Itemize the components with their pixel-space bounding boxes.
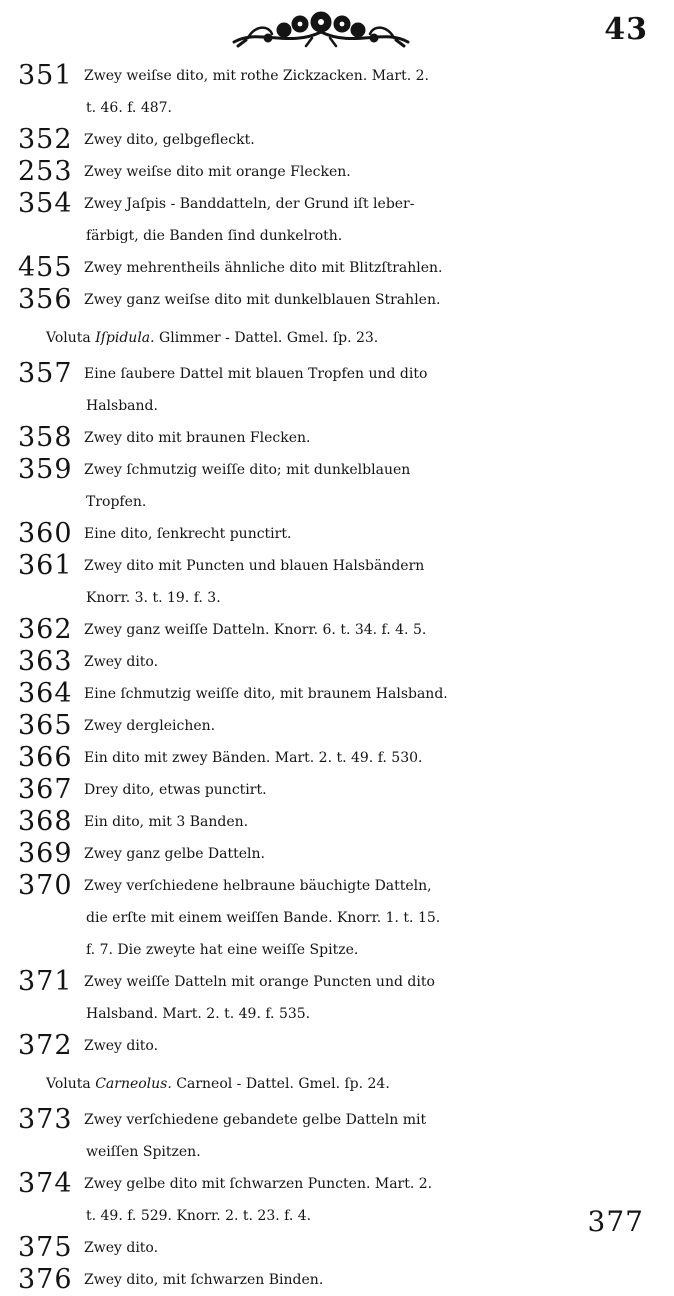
catalog-entry <box>0 614 674 646</box>
catalog-entry <box>0 124 674 156</box>
entry-text-line: t. 49. f. 529. Knorr. 2. t. 23. f. 4. <box>86 1208 312 1224</box>
entry-text-line: Halsband. <box>86 398 158 414</box>
entry-number: 358 <box>18 422 73 453</box>
entry-text-line: Zwey weiſse dito, mit rothe Zickzacken. Mart. 2. <box>84 68 429 84</box>
entry-text-line: Zwey dito. <box>84 1038 159 1054</box>
entry-text-line: Zwey dito mit braunen Flecken. <box>84 430 311 446</box>
entry-text-line: Zwey dito mit Puncten und blauen Halsbändern <box>84 558 425 574</box>
catalog-entry <box>0 188 674 252</box>
entry-text-line: Zwey dito. <box>84 1240 159 1256</box>
entry-number: 376 <box>18 1264 73 1295</box>
entry-text-line: Eine dito, ſenkrecht punctirt. <box>84 526 292 542</box>
catalog-entry <box>0 710 674 742</box>
catalog-entry <box>0 742 674 774</box>
entry-number: 374 <box>18 1168 73 1199</box>
catchword: 377 <box>587 1205 644 1238</box>
catalog-entry <box>0 252 674 284</box>
entry-text-line: Zwey ſchmutzig weiſſe dito; mit dunkelblauen <box>84 462 411 478</box>
catalog-entry <box>0 678 674 710</box>
entry-number: 361 <box>18 550 73 581</box>
entry-text-line: Ein dito, mit 3 Banden. <box>84 814 249 830</box>
genus-name: Voluta <box>46 1076 91 1092</box>
entry-number: 373 <box>18 1104 73 1135</box>
catalog-entry <box>0 358 674 422</box>
species-name: Carneolus. <box>95 1076 172 1092</box>
entry-text-line: Zwey dito, gelbgefleckt. <box>84 132 255 148</box>
entry-number: 352 <box>18 124 73 155</box>
catalog-entry <box>0 518 674 550</box>
entry-text-line: Zwey mehrentheils ähnliche dito mit Blitzſtrahlen. <box>84 260 443 276</box>
entry-text-line: Zwey verſchiedene helbraune bäuchigte Datteln, <box>84 878 432 894</box>
catalog-entry <box>0 966 674 1030</box>
entry-text-line: Zwey ganz weiſſe Datteln. Knorr. 6. t. 34. f. 4. 5. <box>84 622 427 638</box>
entry-text-line: färbigt, die Banden ſind dunkelroth. <box>86 228 343 244</box>
catalog-entry <box>0 60 674 124</box>
catalog-entry <box>0 1232 674 1264</box>
catalog-entry <box>0 774 674 806</box>
entry-number: 369 <box>18 838 73 869</box>
catalog-entry <box>0 422 674 454</box>
entry-number: 360 <box>18 518 73 549</box>
heading-rest: Glimmer - Dattel. Gmel. ſp. 23. <box>159 330 379 346</box>
entry-text-line: Zwey ganz gelbe Datteln. <box>84 846 265 862</box>
page-header <box>0 4 674 56</box>
entry-text-line: Zwey weiſſe Datteln mit orange Puncten und dito <box>84 974 435 990</box>
entry-number: 365 <box>18 710 73 741</box>
entry-number: 351 <box>18 60 73 91</box>
entry-text-line: Eine ſaubere Dattel mit blauen Tropfen und dito <box>84 366 428 382</box>
catalog-entry <box>0 646 674 678</box>
entry-number: 359 <box>18 454 73 485</box>
entry-number: 366 <box>18 742 73 773</box>
entry-text-line: Zwey dito, mit ſchwarzen Binden. <box>84 1272 324 1288</box>
entry-number: 354 <box>18 188 73 219</box>
entry-number: 375 <box>18 1232 73 1263</box>
entry-number: 372 <box>18 1030 73 1061</box>
catalog-entry <box>0 1168 674 1232</box>
entry-text-line: Drey dito, etwas punctirt. <box>84 782 267 798</box>
section-heading <box>46 316 674 358</box>
entry-text-line: Zwey gelbe dito mit ſchwarzen Puncten. Mart. 2. <box>84 1176 433 1192</box>
genus-name: Voluta <box>46 330 91 346</box>
entry-number: 455 <box>18 252 73 283</box>
entry-text-line: Zwey dergleichen. <box>84 718 216 734</box>
entry-text-line: Tropfen. <box>86 494 147 510</box>
entry-text-line: Eine ſchmutzig weiſſe dito, mit braunem Halsband. <box>84 686 448 702</box>
entry-text-line: weiſſen Spitzen. <box>86 1144 201 1160</box>
entry-text-line: t. 46. f. 487. <box>86 100 172 116</box>
entry-text-line: die erſte mit einem weiſſen Bande. Knorr. 1. t. 15. <box>86 910 441 926</box>
catalog-entry <box>0 1104 674 1168</box>
entry-number: 356 <box>18 284 73 315</box>
entry-text-line: Ein dito mit zwey Bänden. Mart. 2. t. 49. f. 530. <box>84 750 423 766</box>
entry-number: 371 <box>18 966 73 997</box>
entry-number: 362 <box>18 614 73 645</box>
entry-number: 370 <box>18 870 73 901</box>
catalog-entry <box>0 870 674 966</box>
catalog-entry <box>0 1030 674 1062</box>
catalog-entries <box>0 60 674 1296</box>
entry-text-line: Halsband. Mart. 2. t. 49. f. 535. <box>86 1006 311 1022</box>
entry-text-line: Zwey Jaſpis - Banddatteln, der Grund iſt leber- <box>84 196 415 212</box>
entry-text-line: Zwey dito. <box>84 654 159 670</box>
entry-text-line: Zwey weiſse dito mit orange Flecken. <box>84 164 351 180</box>
catalog-entry <box>0 1264 674 1296</box>
catalog-entry <box>0 156 674 188</box>
entry-text-line: Zwey ganz weiſse dito mit dunkelblauen Strahlen. <box>84 292 441 308</box>
species-name: Iſpidula. <box>95 330 155 346</box>
entry-number: 364 <box>18 678 73 709</box>
entry-text-line: Zwey verſchiedene gebandete gelbe Datteln mit <box>84 1112 427 1128</box>
entry-number: 253 <box>18 156 73 187</box>
catalog-entry <box>0 806 674 838</box>
catalog-entry <box>0 838 674 870</box>
entry-number: 368 <box>18 806 73 837</box>
floral-ornament-icon <box>228 8 414 52</box>
entry-number: 363 <box>18 646 73 677</box>
page-number: 43 <box>604 12 648 47</box>
catalog-entry <box>0 454 674 518</box>
catalog-entry <box>0 550 674 614</box>
catalog-entry <box>0 284 674 316</box>
section-heading <box>46 1062 674 1104</box>
entry-number: 367 <box>18 774 73 805</box>
heading-rest: Carneol - Dattel. Gmel. ſp. 24. <box>176 1076 390 1092</box>
entry-number: 357 <box>18 358 73 389</box>
entry-text-line: f. 7. Die zweyte hat eine weiſſe Spitze. <box>86 942 359 958</box>
entry-text-line: Knorr. 3. t. 19. f. 3. <box>86 590 221 606</box>
